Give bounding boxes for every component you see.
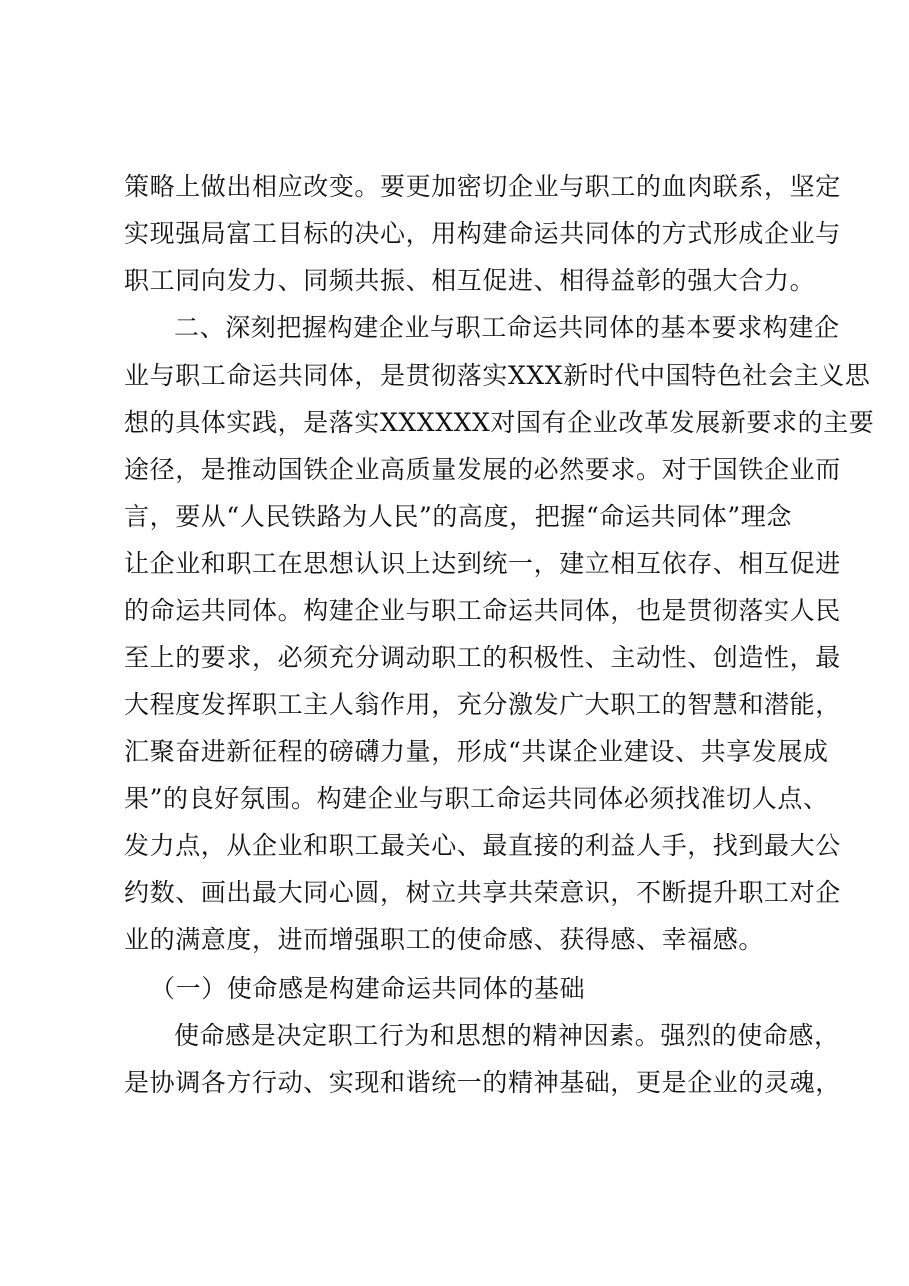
body-text-line: 的命运共同体。构建企业与职工命运共同体，也是贯彻落实人民 — [124, 596, 841, 625]
body-text-line: 是协调各方行动、实现和谐统一的精神基础，更是企业的灵魂， — [124, 1068, 841, 1097]
body-text-line: 使命感是决定职工行为和思想的精神因素。强烈的使命感， — [174, 1021, 840, 1050]
body-text-line: 途径，是推动国铁企业高质量发展的必然要求。对于国铁企业而 — [124, 455, 841, 484]
body-text-line: 发力点，从企业和职工最关心、最直接的利益人手，找到最大公 — [124, 831, 841, 860]
body-text-line: 让企业和职工在思想认识上达到统一，建立相互依存、相互促进 — [124, 549, 841, 578]
body-text-line: 大程度发挥职工主人翁作用，充分激发广大职工的智慧和潜能， — [124, 690, 841, 719]
body-text-line: 约数、画出最大同心圆，树立共享共荣意识，不断提升职工对企 — [124, 878, 841, 907]
body-text-line: 果”的良好氛围。构建企业与职工命运共同体必须找准切人点、 — [124, 784, 829, 813]
body-text-line: 实现强局富工目标的决心，用构建命运共同体的方式形成企业与 — [124, 219, 841, 248]
subsection-heading: （一）使命感是构建命运共同体的基础 — [150, 974, 586, 1003]
body-text-line: 想的具体实践，是落实XXXXXX对国有企业改革发展新要求的主要 — [124, 408, 875, 437]
section-heading: 二、深刻把握构建企业与职工命运共同体的基本要求构建企 — [174, 313, 840, 342]
body-text-line: 言，要从“人民铁路为人民”的高度，把握“命运共同体”理念 — [124, 502, 792, 531]
body-text-line: 至上的要求，必须充分调动职工的积极性、主动性、创造性，最 — [124, 643, 841, 672]
body-text-line: 汇聚奋进新征程的磅礴力量，形成“共谋企业建设、共享发展成 — [124, 737, 829, 766]
body-text-line: 业的满意度，进而增强职工的使命感、获得感、幸福感。 — [124, 925, 765, 954]
body-text-line: 职工同向发力、同频共振、相互促进、相得益彰的强大合力。 — [124, 266, 816, 295]
body-text-line: 业与职工命运共同体，是贯彻落实XXX新时代中国特色社会主义思 — [124, 361, 871, 390]
body-text-line: 策略上做出相应改变。要更加密切企业与职工的血肉联系，坚定 — [124, 172, 841, 201]
